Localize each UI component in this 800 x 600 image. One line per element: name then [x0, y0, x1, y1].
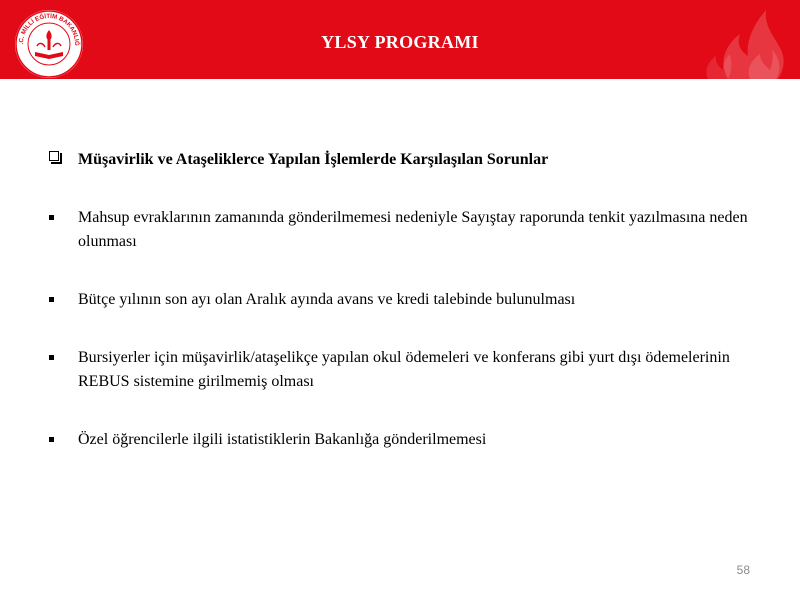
list-item-text: Bütçe yılının son ayı olan Aralık ayında avans ve kredi talebinde bulunulması: [78, 291, 576, 308]
heading-text: Müşavirlik ve Ataşeliklerce Yapılan İşlemlerde Karşılaşılan Sorunlar: [78, 151, 549, 168]
list-item-text: Bursiyerler için müşavirlik/ataşelikçe yapılan okul ödemeleri ve konferans gibi yurt dışı ödemelerinin REBUS sistemine girilmemiş olması: [78, 349, 730, 390]
list-item: [47, 346, 767, 394]
square-bullet-icon: [49, 355, 54, 360]
list-item-text: Mahsup evraklarının zamanında gönderilmemesi nedeniyle Sayıştay raporunda tenkit yazılmasına neden olunması: [78, 209, 748, 250]
slide-title: YLSY PROGRAMI: [321, 32, 479, 52]
square-bullet-icon: [49, 297, 54, 302]
square-bullet-icon: [49, 437, 54, 442]
list-item: [47, 288, 767, 312]
checkbox-bullet-icon: [49, 151, 59, 161]
list-item: [47, 206, 767, 254]
page-number: 58: [736, 563, 750, 577]
list-item-text: Özel öğrencilerle ilgili istatistiklerin Bakanlığa gönderilmemesi: [78, 431, 487, 448]
list-item: [47, 428, 767, 452]
square-bullet-icon: [49, 215, 54, 220]
slide-header: [0, 0, 800, 79]
slide-heading: [47, 148, 767, 172]
slide-content: [47, 148, 767, 452]
svg-text:T.C. MİLLİ EĞİTİM BAKANLIĞI: .C. MİLLİ EĞİTİM BAKANLIĞ: [17, 12, 81, 46]
